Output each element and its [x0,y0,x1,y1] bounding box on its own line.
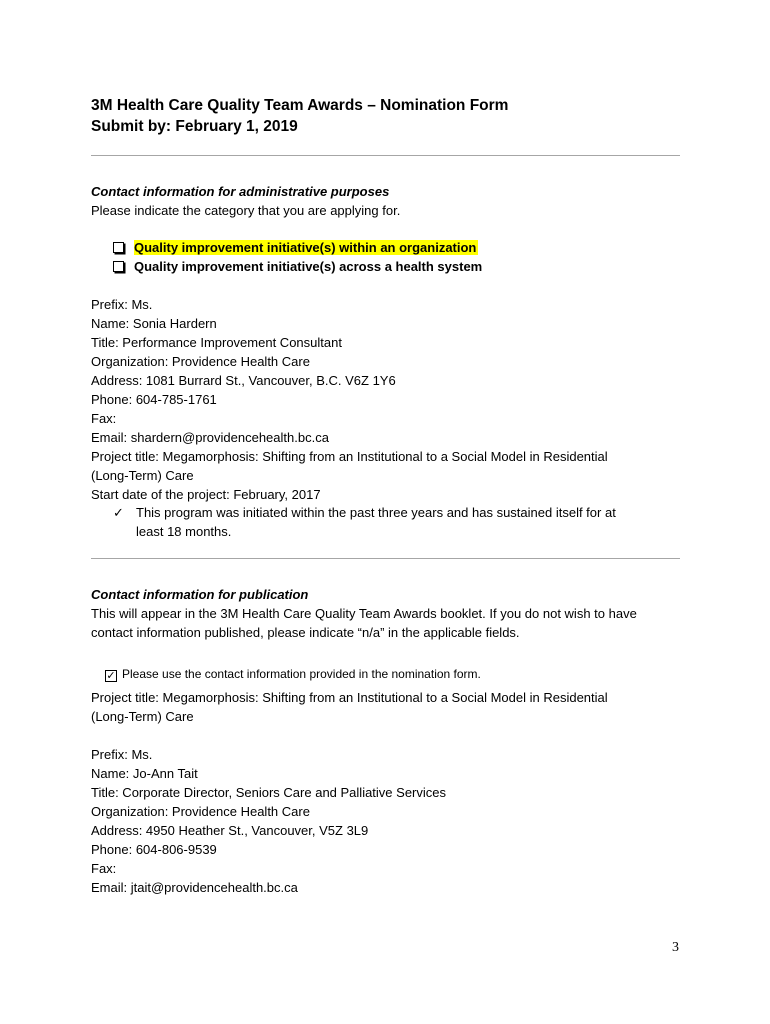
admin-section-heading: Contact information for administrative purposes [91,184,390,199]
sustainability-check [113,503,616,541]
checkbox-icon[interactable] [113,242,124,253]
organization-field: Organization: Providence Health Care [91,804,310,819]
option-label: Quality improvement initiative(s) across a health system [134,259,483,274]
organization-field: Organization: Providence Health Care [91,354,310,369]
option-label: Quality improvement initiative(s) within an organization [134,240,477,255]
name-field: Name: Jo-Ann Tait [91,766,198,781]
address-field: Address: 4950 Heather St., Vancouver, V5Z 3L9 [91,823,369,838]
title-field: Title: Corporate Director, Seniors Care and Palliative Services [91,785,446,800]
sustainability-text-continued: least 18 months. [136,524,232,539]
phone-field: Phone: 604-785-1761 [91,392,217,407]
category-instruction: Please indicate the category that you are applying for. [91,203,401,218]
submit-deadline: Submit by: February 1, 2019 [91,118,298,135]
sustainability-text: This program was initiated within the past three years and has sustained itself for at [136,505,616,520]
use-provided-contact-checkbox-row[interactable] [105,665,481,684]
category-option-within-organization[interactable] [113,238,478,257]
publication-contact-fields [91,745,691,897]
divider [91,155,680,156]
publication-section-intro [91,585,691,642]
admin-contact-fields [91,295,691,504]
publication-intro: This will appear in the 3M Health Care Quality Team Awards booklet. If you do not wish to have [91,606,637,621]
project-title-continued: (Long-Term) Care [91,468,194,483]
start-date-field: Start date of the project: February, 2017 [91,487,321,502]
category-option-across-health-system[interactable] [113,257,482,276]
title-field: Title: Performance Improvement Consultant [91,335,342,350]
email-field: Email: jtait@providencehealth.bc.ca [91,880,298,895]
project-title-field: Project title: Megamorphosis: Shifting from an Institutional to a Social Model in Residential [91,690,608,705]
fax-field: Fax: [91,411,117,426]
checked-box-icon[interactable]: ✓ [106,670,116,682]
divider [91,558,680,559]
prefix-field: Prefix: Ms. [91,297,153,312]
publication-section-heading: Contact information for publication [91,587,309,602]
checkbox-label: Please use the contact information provided in the nomination form. [122,667,481,681]
project-title-continued: (Long-Term) Care [91,709,194,724]
name-field: Name: Sonia Hardern [91,316,217,331]
admin-section-intro [91,182,691,220]
checkmark-icon: ✓ [113,505,124,520]
prefix-field: Prefix: Ms. [91,747,153,762]
publication-project-title [91,688,691,726]
address-field: Address: 1081 Burrard St., Vancouver, B.C. V6Z 1Y6 [91,373,396,388]
phone-field: Phone: 604-806-9539 [91,842,217,857]
email-field: Email: shardern@providencehealth.bc.ca [91,430,329,445]
publication-intro-continued: contact information published, please indicate “n/a” in the applicable fields. [91,625,520,640]
form-title [91,95,508,137]
checkbox-icon[interactable] [113,261,124,272]
page-number: 3 [672,940,679,955]
project-title-field: Project title: Megamorphosis: Shifting from an Institutional to a Social Model in Residential [91,449,608,464]
fax-field: Fax: [91,861,117,876]
form-title-line: 3M Health Care Quality Team Awards – Nomination Form [91,97,509,114]
